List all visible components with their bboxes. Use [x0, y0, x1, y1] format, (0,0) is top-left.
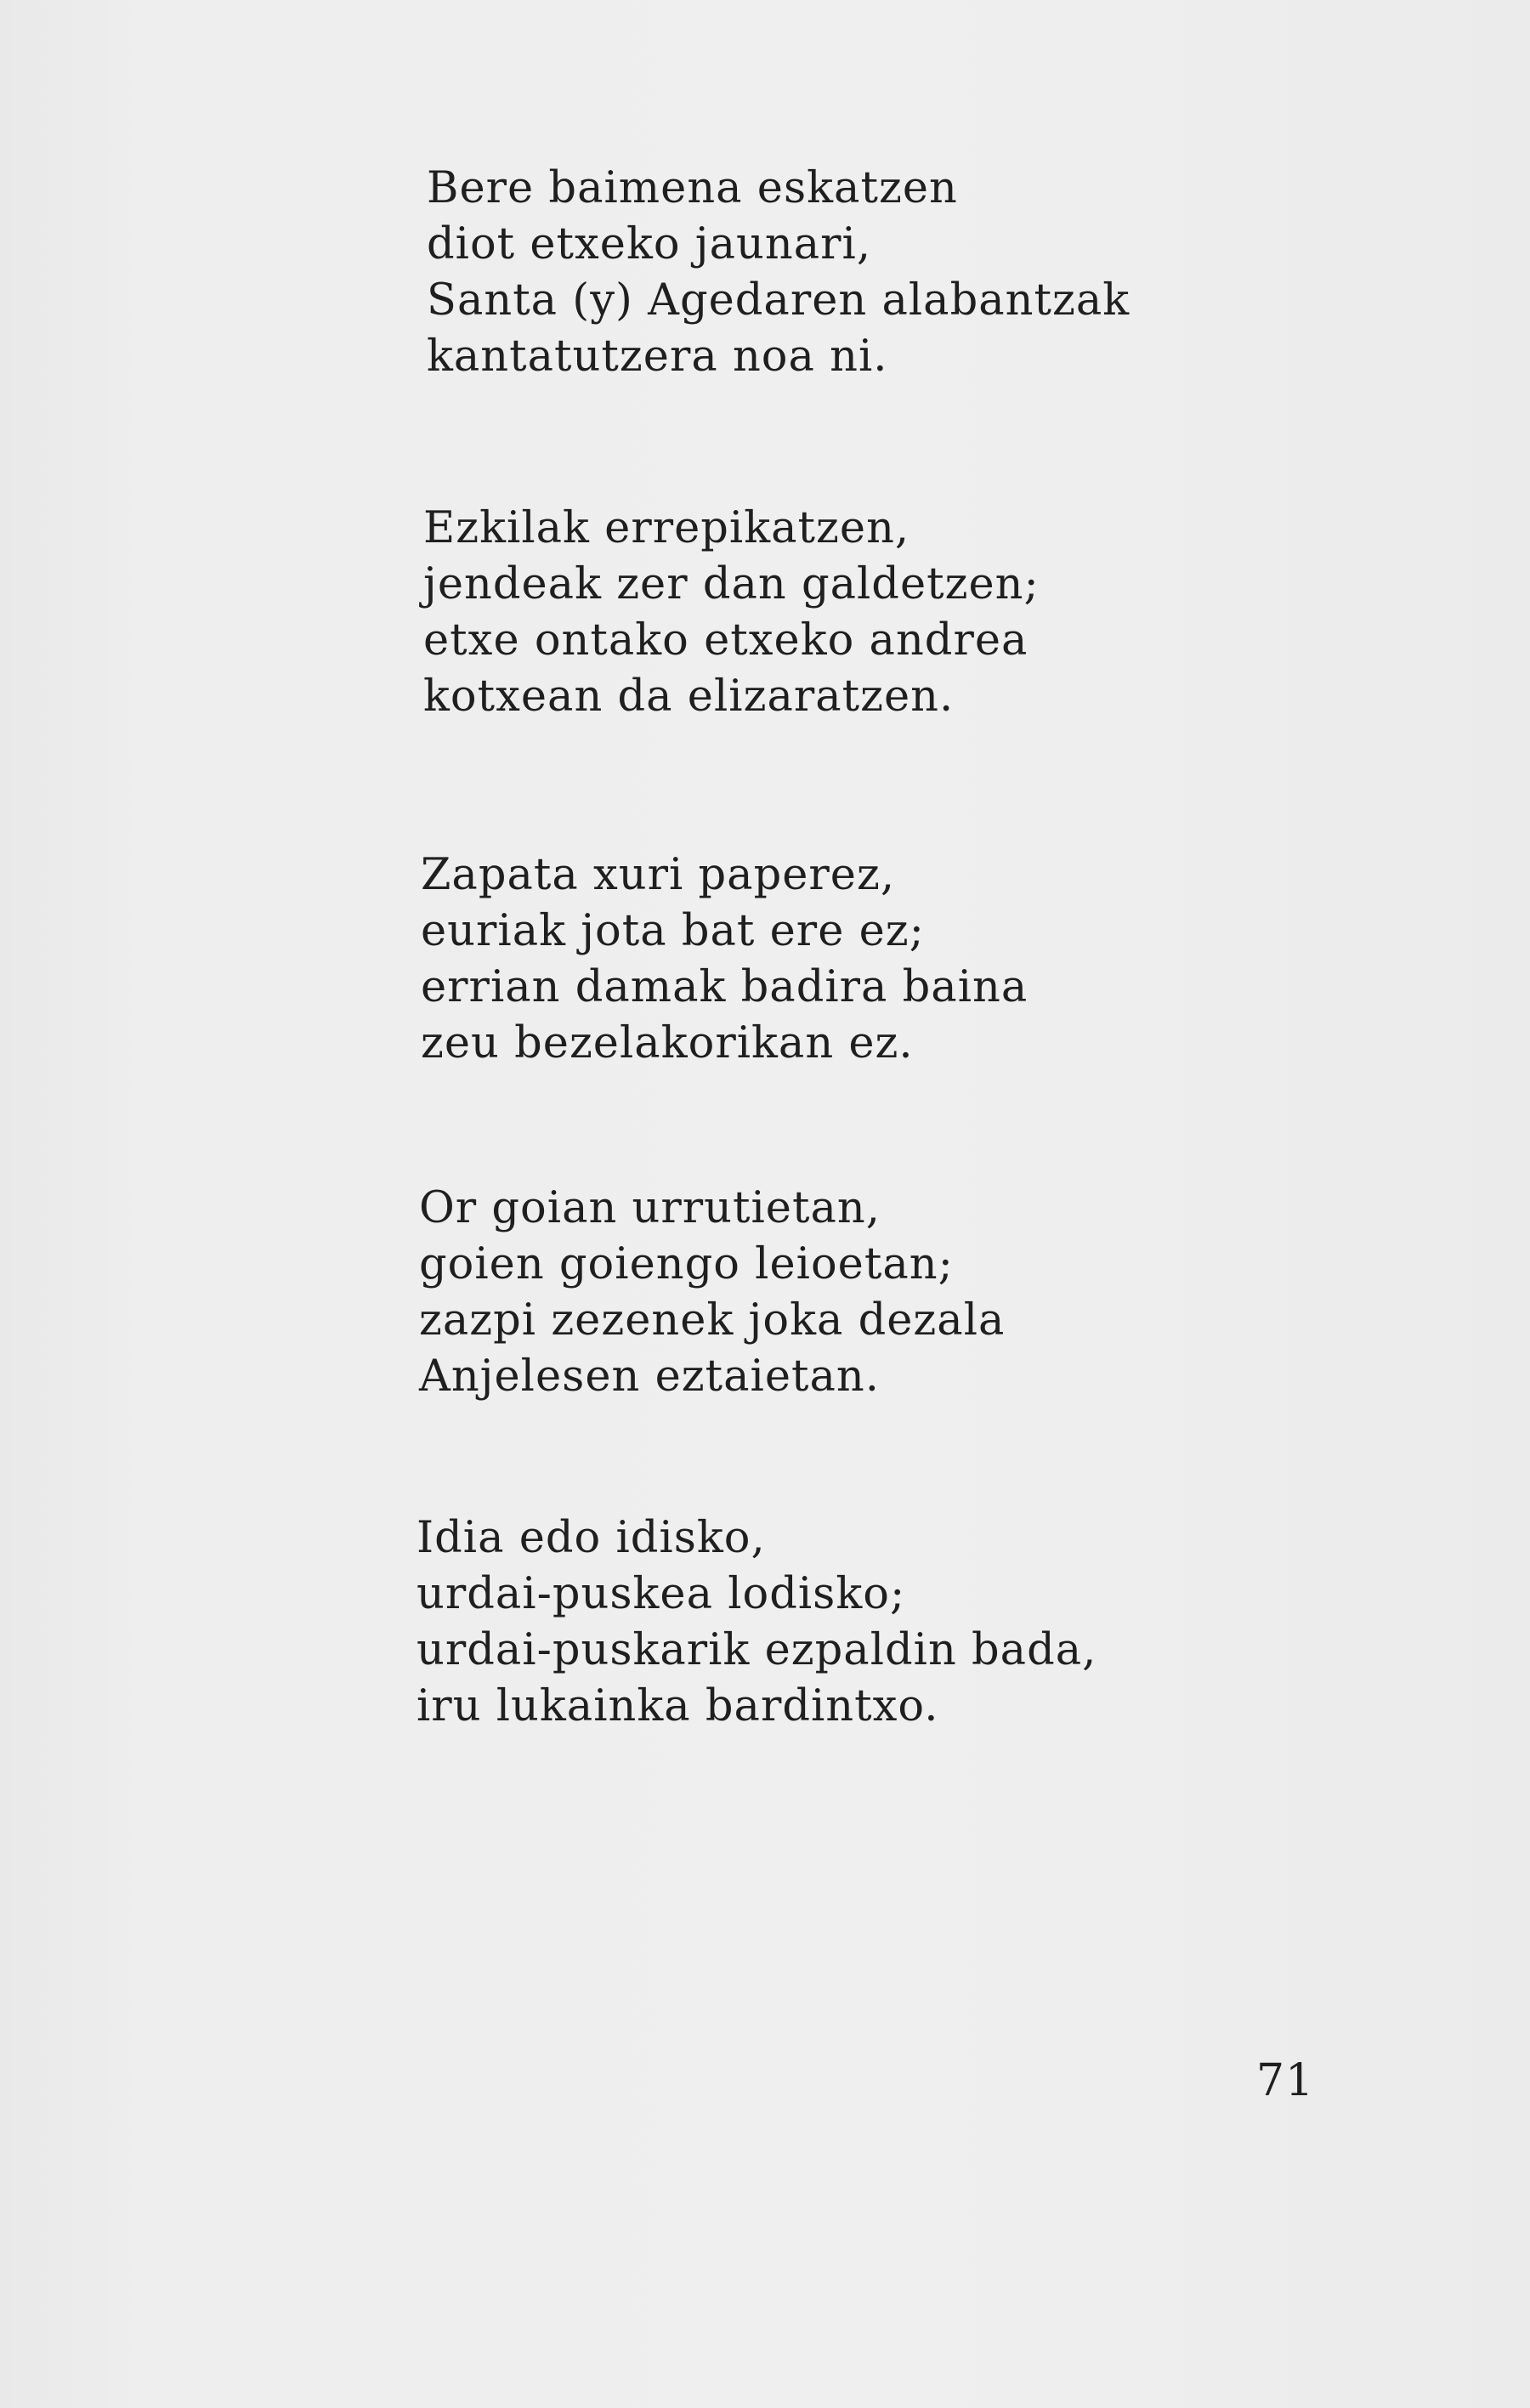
- stanza-3: [421, 847, 1028, 1072]
- verse-line: errian damak badira baina: [421, 962, 1028, 1012]
- verse-line: diot etxeko jaunari,: [427, 219, 872, 269]
- verse-line: Ezkilak errepikatzen,: [423, 503, 910, 553]
- verse-line: etxe ontako etxeko andrea: [423, 615, 1028, 666]
- verse-line: Zapata xuri paperez,: [421, 850, 896, 900]
- verse-line: Anjelesen eztaietan.: [419, 1351, 880, 1402]
- verse-line: jendeak zer dan galdetzen;: [423, 559, 1040, 609]
- verse-line: iru lukainka bardintxo.: [416, 1681, 939, 1731]
- verse-line: zeu bezelakorikan ez.: [421, 1018, 914, 1068]
- verse-line: Or goian urrutietan,: [419, 1183, 881, 1233]
- verse-line: urdai-puskea lodisko;: [416, 1569, 906, 1619]
- verse-line: kotxean da elizaratzen.: [423, 671, 955, 722]
- verse-line: Bere baimena eskatzen: [427, 163, 958, 213]
- verse-line: Santa (y) Agedaren alabantzak: [427, 275, 1130, 326]
- verse-line: urdai-puskarik ezpaldin bada,: [416, 1625, 1097, 1675]
- verse-line: goien goiengo leioetan;: [419, 1239, 954, 1289]
- verse-line: zazpi zezenek joka dezala: [419, 1295, 1006, 1346]
- page-number: 71: [1256, 2055, 1315, 2106]
- stanza-2: [423, 501, 1040, 725]
- stanza-4: [419, 1181, 1005, 1405]
- verse-line: Idia edo idisko,: [416, 1513, 766, 1563]
- stanza-5: [416, 1510, 1096, 1735]
- stanza-1: [427, 161, 1130, 385]
- verse-line: euriak jota bat ere ez;: [421, 906, 925, 956]
- verse-line: kantatutzera noa ni.: [427, 331, 888, 382]
